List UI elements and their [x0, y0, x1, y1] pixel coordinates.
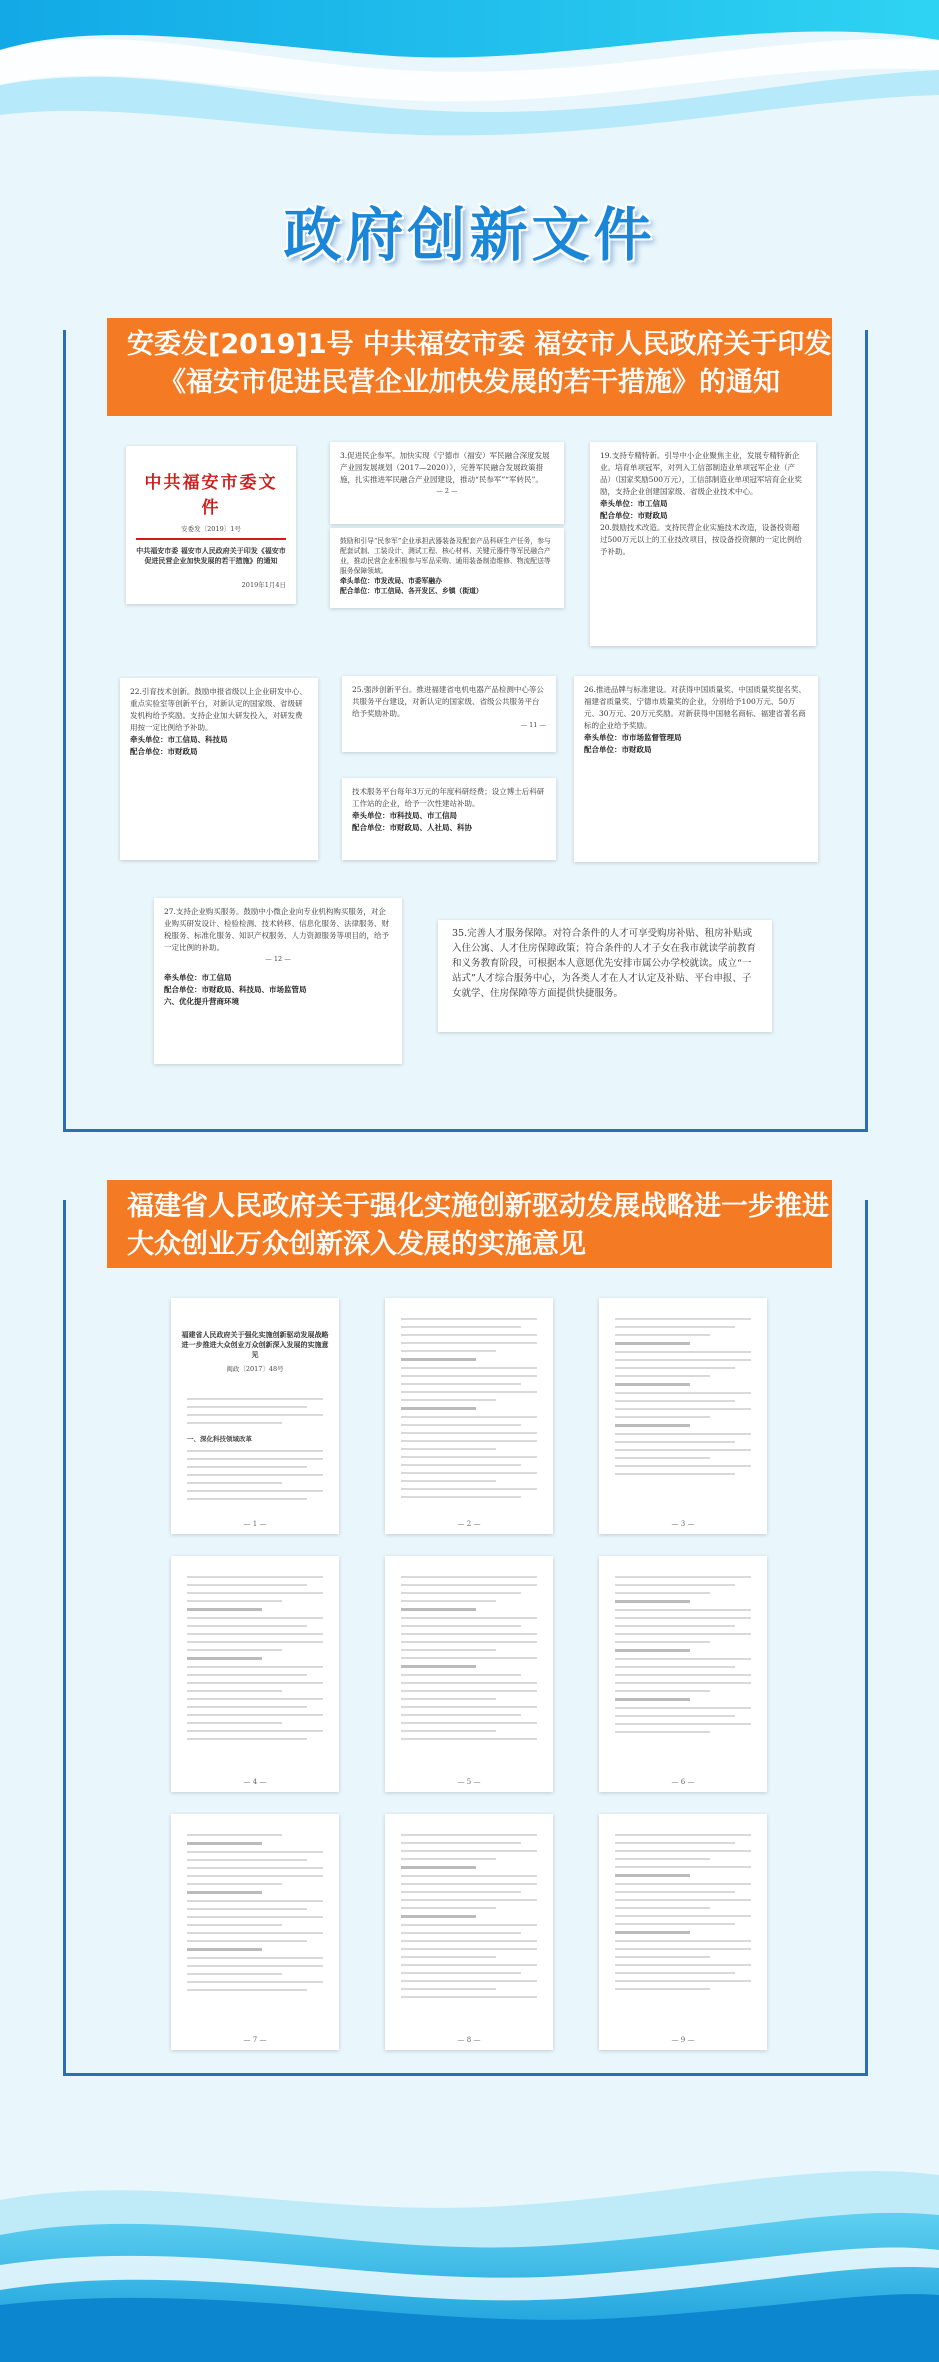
excerpt-platform: [342, 676, 556, 752]
excerpt-services-heading: 六、优化提升营商环境: [164, 997, 239, 1006]
excerpt-services: [154, 898, 402, 1064]
cover-masthead: 中共福安市委文件: [144, 473, 278, 518]
excerpt-military-text-b: 鼓励和引导“民参军”企业承担武器装备及配套产品科研生产任务，参与配套试制、工装设计、测试工程、核心材料、关键元器件等军民融合产业，推动民营企业积极参与军品采购、通用装备制造维修、物流配送等服务保障领域。: [340, 537, 551, 575]
excerpt-platform-lead: 牵头单位：市科技局、市工信局: [352, 811, 457, 820]
section2-banner-line2: 大众创业万众创新深入发展的实施意见: [127, 1229, 586, 1260]
cover-title: 中共福安市委 福安市人民政府关于印发《福安市促进民营企业加快发展的若干措施》的通知: [136, 546, 286, 565]
opinion-page-9: [599, 1814, 767, 2050]
excerpt-specialized-lead: 牵头单位：市工信局: [600, 499, 668, 508]
excerpt-military-lead: 牵头单位：市发改局、市委军融办: [340, 577, 442, 585]
opinion-page-7-number: — 7 —: [243, 2036, 267, 2044]
excerpt-specialized: [590, 442, 816, 646]
excerpt-services-co: 配合单位：市财政局、科技局、市场监管局: [164, 985, 307, 994]
excerpt-platform-cont: [342, 778, 556, 860]
excerpt-military-cont: [330, 528, 564, 608]
excerpt-services-text: 27.支持企业购买服务。鼓励中小微企业向专业机构购买服务，对企业购买研发设计、检验检测、技术转移、信息化服务、法律服务、财税服务、标准化服务、知识产权服务、人力资源服务等项目的，给予一定比例的补助。: [164, 907, 389, 952]
excerpt-brand-lead: 牵头单位：市市场监督管理局: [584, 733, 682, 742]
page-title: 政府创新文件: [283, 201, 656, 269]
excerpt-platform-text2: 技术服务平台每年3万元的年度科研经费；设立博士后科研工作站的企业，给予一次性建站补助。: [352, 787, 545, 808]
cover-document: [126, 446, 296, 604]
section2-banner-line1: 福建省人民政府关于强化实施创新驱动发展战略进一步推进: [127, 1191, 829, 1222]
excerpt-platform-text: 25.强涉创新平台。推进福建省电机电器产品检测中心等公共服务平台建设，对新认定的国家级、省级公共服务平台给予奖励补助。: [352, 685, 544, 718]
opinion-page-6: [599, 1556, 767, 1792]
opinion-page-4: [171, 1556, 339, 1792]
excerpt-services-page: — 12 —: [265, 955, 291, 963]
opinion-page-8-number: — 8 —: [457, 2036, 481, 2044]
excerpt-military-page: — 2 —: [436, 487, 458, 495]
excerpt-specialized-text: 19.支持专精特新。引导中小企业聚焦主业，发展专精特新企业。培育单项冠军，对列入工信部制造业单项冠军企业（产品）（国家奖励500万元），工信部制造业单项冠军培育企业奖励，支持企业创建国家级、省级企业技术中心。: [600, 451, 802, 496]
opinion-page-7: [171, 1814, 339, 2050]
excerpt-talent-text: 35.完善人才服务保障。对符合条件的人才可享受购房补贴、租房补贴或入住公寓、人才住房保障政策；符合条件的人才子女在我市就读学前教育和义务教育阶段，可根据本人意愿优先安排市属公办学校就读。成立“一站式”人才综合服务中心，为各类人才在人才认定及补贴、平台申报、子女就学、住房保障等方面提供快捷服务。: [452, 928, 757, 999]
excerpt-platform-co: 配合单位：市财政局、人社局、科协: [352, 823, 472, 832]
excerpt-brand-text: 26.推进品牌与标准建设。对获得中国质量奖、中国质量奖提名奖、福建省质量奖、宁德市质量奖的企业，分别给予100万元、50万元、30万元、20万元奖励。对新获得中国驰名商标、福建省著名商标的企业给予奖励。: [584, 685, 806, 730]
opinion-page-2-number: — 2 —: [457, 1520, 481, 1528]
section1-banner-line2: 《福安市促进民营企业加快发展的若干措施》的通知: [159, 367, 780, 398]
excerpt-services-lead: 牵头单位：市工信局: [164, 973, 232, 982]
opinion-first-doc-no: 闽政〔2017〕48号: [226, 1365, 284, 1373]
cover-doc-no: 安委发〔2019〕1号: [181, 525, 241, 533]
opinion-page-3-number: — 3 —: [671, 1520, 695, 1528]
excerpt-talent: [438, 920, 772, 1032]
excerpt-military: [330, 442, 564, 524]
excerpt-specialized-co: 配合单位：市财政局: [600, 511, 668, 520]
cover-date: 2019年1月4日: [241, 581, 286, 589]
excerpt-innovation-co: 配合单位：市财政局: [130, 747, 198, 756]
excerpt-military-text-a: 3.促进民企参军。加快实现《宁德市（福安）军民融合深度发展产业园发展规划（2017—2020）》，完善军民融合发展政策措施，扎实推进军民融合产业园建设，推动“民参军”“军转民”。: [340, 451, 550, 484]
excerpt-innovation-lead: 牵头单位：市工信局、科技局: [130, 735, 228, 744]
opinion-page-1: [171, 1298, 339, 1534]
excerpt-innovation-text: 22.引育技术创新。鼓励申报省级以上企业研发中心、重点实验室等创新平台，对新认定的国家级、省级研发机构给予奖励。支持企业加大研发投入，对研发费用按一定比例给予补助。: [130, 687, 307, 732]
section2-banner: [107, 1180, 832, 1268]
opinion-page-8: [385, 1814, 553, 2050]
excerpt-brand-co: 配合单位：市财政局: [584, 745, 652, 754]
excerpt-brand: [574, 676, 818, 862]
opinion-page-1-number: — 1 —: [243, 1520, 267, 1528]
excerpt-innovation: [120, 678, 318, 860]
opinion-page-5: [385, 1556, 553, 1792]
opinion-page-9-number: — 9 —: [671, 2036, 695, 2044]
opinion-page-2: [385, 1298, 553, 1534]
section1-banner: [107, 318, 832, 416]
opinion-page-6-number: — 6 —: [671, 1778, 695, 1786]
opinion-page-3: [599, 1298, 767, 1534]
opinion-page-5-number: — 5 —: [457, 1778, 481, 1786]
excerpt-specialized-text2: 20.鼓励技术改造。支持民营企业实施技术改造，设备投资超过500万元以上的工业技改项目，按设备投资额的一定比例给予补助。: [600, 523, 802, 556]
opinion-page-4-number: — 4 —: [243, 1778, 267, 1786]
excerpt-platform-page: — 11 —: [520, 721, 546, 729]
opinion-first-heading: 一、深化科技领域改革: [187, 1435, 252, 1443]
excerpt-military-co: 配合单位：市工信局、各开发区、乡镇（街道）: [340, 587, 483, 595]
section1-banner-line1: 安委发[2019]1号 中共福安市委 福安市人民政府关于印发: [127, 329, 832, 360]
opinion-first-title: 福建省人民政府关于强化实施创新驱动发展战略进一步推进大众创业万众创新深入发展的实施意见: [181, 1330, 329, 1359]
